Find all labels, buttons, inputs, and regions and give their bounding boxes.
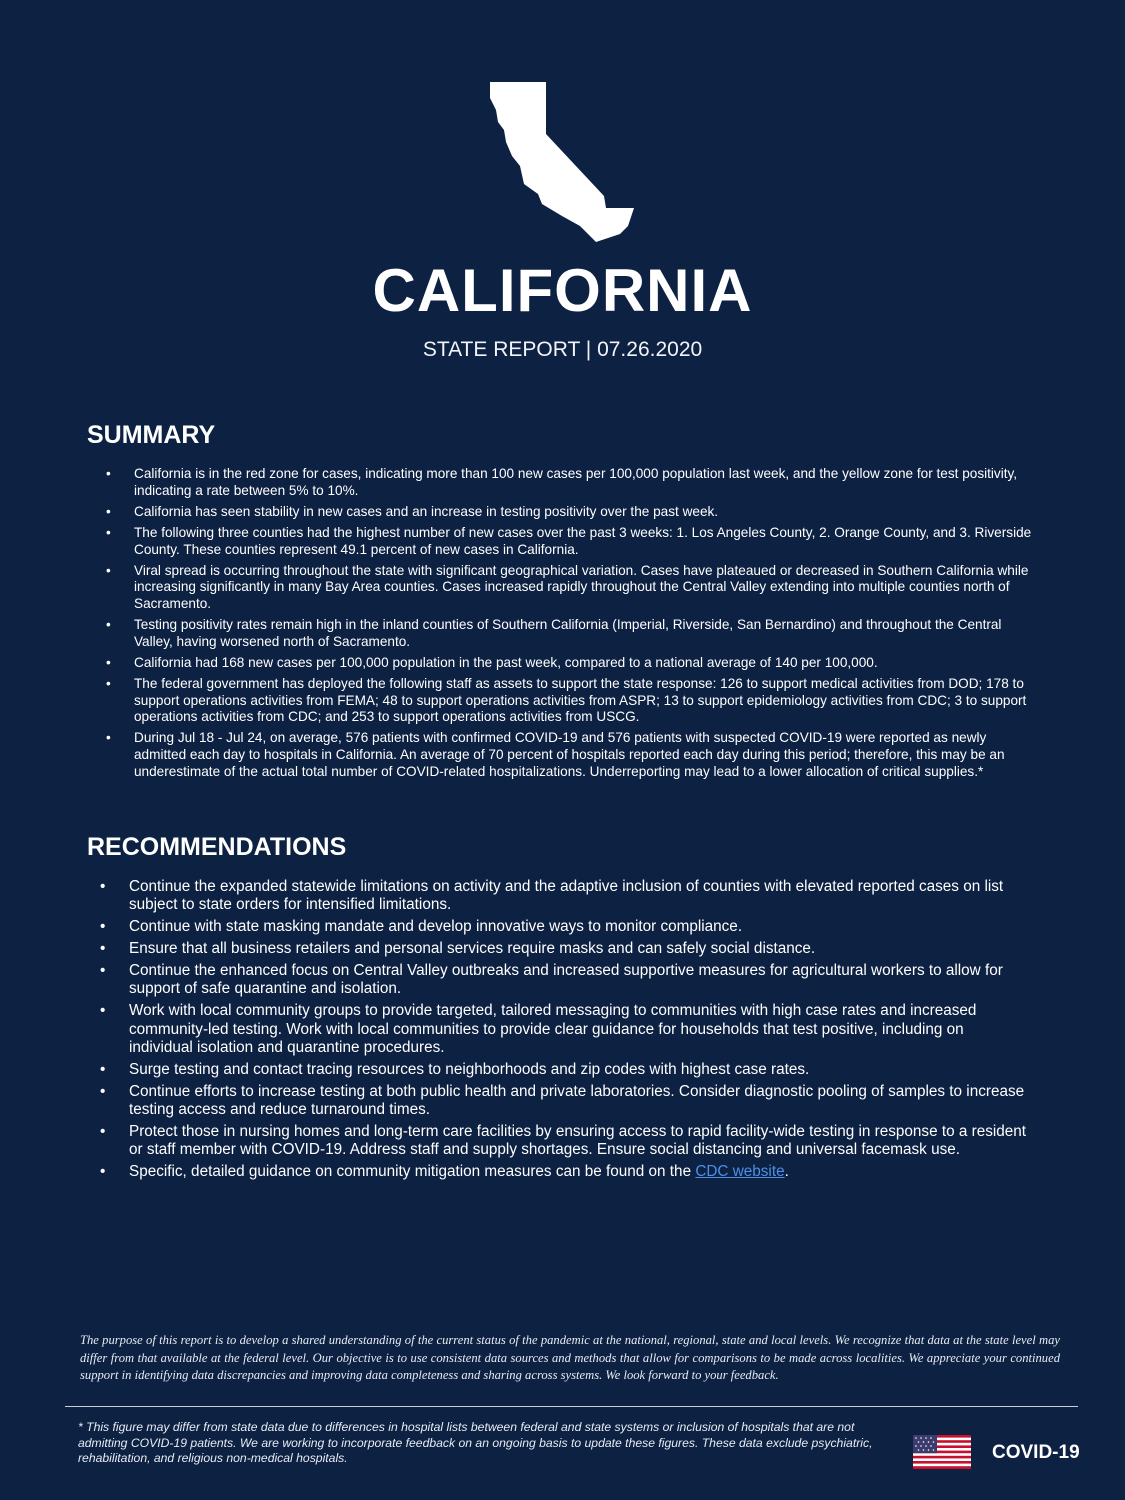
summary-item: • The federal government has deployed the following staff as assets to support the state response: 126 to support medical activities from DOD; 178 to support operations activities from FEMA; 48 to support operations activities from ASPR; 13 to support epidemiology activities from CDC; 3 to support operations activities from CDC; and 253 to support operations activities from USCG. (134, 676, 1034, 726)
recommendation-text: Specific, detailed guidance on community mitigation measures can be found on the (129, 1163, 696, 1181)
hospital-data-footnote: * This figure may differ from state data due to differences in hospital lists between federal and state systems or inclusion of hospitals that are not admitting COVID-19 patients. We are working to incorporate feedback on an ongoing basis to update these figures. These data exclude psychiatric, rehabilitation, and religious non-medical hospitals. (78, 1420, 873, 1466)
summary-item: • California had 168 new cases per 100,000 population in the past week, compared to a national average of 140 per 100,000. (134, 655, 1034, 672)
recommendation-item: • Continue the expanded statewide limitations on activity and the adaptive inclusion of counties with elevated reported cases on list subject to state orders for intensified limitations. (129, 878, 1029, 914)
recommendation-item: • Ensure that all business retailers and personal services require masks and can safely social distance. (129, 940, 1029, 958)
footer-divider (65, 1406, 1078, 1407)
cdc-website-link[interactable]: CDC website (695, 1163, 785, 1181)
recommendation-item: • Protect those in nursing homes and long-term care facilities by ensuring access to rapid facility-wide testing in response to a resident or staff member with COVID-19. Address staff and supply shortages. Ensure social distancing and universal facemask use. (129, 1123, 1029, 1159)
us-flag-icon (913, 1435, 971, 1469)
summary-item: • Viral spread is occurring throughout the state with significant geographical variation. Cases have plateaued or decreased in Southern California while increasing significantly in many Bay Area counties. Cases increased rapidly throughout the Central Valley extending into multiple counties north of Sacramento. (134, 563, 1034, 613)
summary-item: • California has seen stability in new cases and an increase in testing positivity over the past week. (134, 504, 1034, 521)
summary-item: • Testing positivity rates remain high in the inland counties of Southern California (Imperial, Riverside, San Bernardino) and throughout the Central Valley, having worsened north of Sacramento. (134, 617, 1034, 651)
recommendation-item: • Continue the enhanced focus on Central Valley outbreaks and increased supportive measures for agricultural workers to allow for support of safe quarantine and isolation. (129, 962, 1029, 998)
recommendation-item-cdc (129, 1163, 1029, 1181)
summary-heading: SUMMARY (87, 421, 216, 449)
recommendation-item: • Continue efforts to increase testing at both public health and private laboratories. Consider diagnostic pooling of samples to increase testing access and reduce turnaround times. (129, 1083, 1029, 1119)
page-title: CALIFORNIA (372, 257, 753, 324)
report-disclaimer: The purpose of this report is to develop a shared understanding of the current status of the pandemic at the national, regional, state and local levels. We recognize that data at the state level may differ from that available at the federal level. Our objective is to use consistent data sources and methods that allow for comparisons to be made across localities. We appreciate your continued support in identifying data discrepancies and improving data completeness and sharing across systems. We look forward to your feedback. (80, 1333, 1060, 1382)
recommendation-item: • Continue with state masking mandate and develop innovative ways to monitor compliance. (129, 918, 1029, 936)
recommendations-list (129, 878, 1029, 1185)
california-map-icon (480, 76, 640, 244)
recommendation-text-end: . (784, 1163, 789, 1181)
summary-item: • The following three counties had the highest number of new cases over the past 3 weeks: 1. Los Angeles County, 2. Orange County, and 3. Riverside County. These counties represent 49.1 percent of new cases in California. (134, 525, 1034, 559)
covid-19-brand-label: COVID-19 (992, 1442, 1080, 1463)
summary-list (134, 466, 1034, 785)
summary-item: • California is in the red zone for cases, indicating more than 100 new cases per 100,000 population last week, and the yellow zone for test positivity, indicating a rate between 5% to 10%. (134, 466, 1034, 500)
report-date-subtitle: STATE REPORT | 07.26.2020 (422, 338, 703, 361)
recommendation-item: • Work with local community groups to provide targeted, tailored messaging to communities with high case rates and increased community-led testing. Work with local communities to provide clear guidance for households that test positive, including on individual isolation and quarantine procedures. (129, 1002, 1029, 1057)
recommendation-item: • Surge testing and contact tracing resources to neighborhoods and zip codes with highest case rates. (129, 1061, 1029, 1079)
summary-item: • During Jul 18 - Jul 24, on average, 576 patients with confirmed COVID-19 and 576 patients with suspected COVID-19 were reported as newly admitted each day to hospitals in California. An average of 70 percent of hospitals reported each day during this period; therefore, this may be an underestimate of the actual total number of COVID-related hospitalizations. Underreporting may lead to a lower allocation of critical supplies.* (134, 730, 1034, 780)
recommendations-heading: RECOMMENDATIONS (87, 833, 347, 861)
